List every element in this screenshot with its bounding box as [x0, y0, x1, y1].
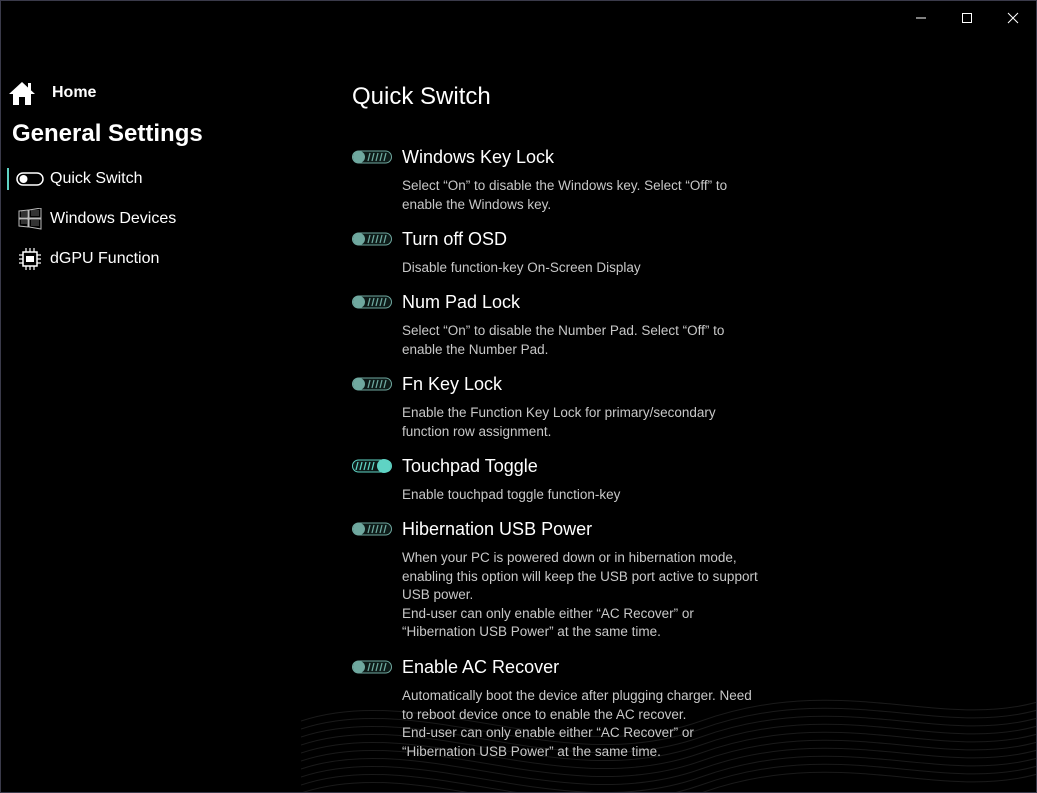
setting-description: Automatically boot the device after plugging charger. Need to reboot device once to enable the AC recover. End-user can only enable either “AC Recover” or “Hibernation USB Power” at the same time.	[402, 688, 752, 759]
setting-description: Enable the Function Key Lock for primary/secondary function row assignment.	[402, 405, 716, 439]
hibernation-usb-power-toggle[interactable]	[352, 522, 392, 536]
windows-key-lock-toggle[interactable]	[352, 150, 392, 164]
page-title: Quick Switch	[352, 83, 491, 110]
fn-key-lock-toggle[interactable]	[352, 377, 392, 391]
toggle-switch-icon	[16, 167, 44, 191]
maximize-icon	[961, 12, 973, 24]
setting-hibernation-usb-power	[352, 517, 772, 642]
setting-label: Fn Key Lock	[402, 373, 503, 394]
close-button[interactable]	[990, 1, 1036, 35]
setting-description: When your PC is powered down or in hibernation mode, enabling this option will keep the USB port active to support USB power. End-user can only enable either “AC Recover” or “Hibernation USB Power” at the same time.	[402, 550, 758, 639]
setting-enable-ac-recover	[352, 655, 772, 761]
setting-fn-key-lock	[352, 372, 772, 441]
home-link[interactable]	[8, 80, 96, 106]
home-icon	[8, 80, 36, 106]
windows-logo-icon	[16, 207, 44, 231]
setting-windows-key-lock	[352, 145, 772, 214]
sidebar	[1, 1, 301, 792]
sidebar-item-windows-devices[interactable]	[7, 204, 297, 234]
home-label: Home	[52, 84, 97, 101]
setting-label: Windows Key Lock	[402, 146, 555, 167]
close-icon	[1007, 12, 1019, 24]
maximize-button[interactable]	[944, 1, 990, 35]
setting-touchpad-toggle	[352, 454, 772, 505]
sidebar-item-label: Windows Devices	[50, 210, 177, 227]
turn-off-osd-toggle[interactable]	[352, 232, 392, 246]
setting-label: Enable AC Recover	[402, 656, 560, 677]
setting-label: Num Pad Lock	[402, 291, 521, 312]
num-pad-lock-toggle[interactable]	[352, 295, 392, 309]
active-indicator	[7, 168, 9, 190]
gpu-chip-icon	[16, 247, 44, 271]
setting-description: Select “On” to disable the Number Pad. Select “Off” to enable the Number Pad.	[402, 323, 725, 357]
main-content	[352, 1, 772, 792]
minimize-icon	[915, 12, 927, 24]
setting-label: Touchpad Toggle	[402, 455, 538, 476]
sidebar-item-quick-switch[interactable]	[7, 164, 297, 194]
setting-description: Enable touchpad toggle function-key	[402, 487, 621, 502]
setting-num-pad-lock	[352, 290, 772, 359]
minimize-button[interactable]	[898, 1, 944, 35]
setting-turn-off-osd	[352, 227, 772, 278]
setting-label: Turn off OSD	[402, 228, 508, 249]
enable-ac-recover-toggle[interactable]	[352, 660, 392, 674]
section-title: General Settings	[12, 120, 203, 147]
setting-label: Hibernation USB Power	[402, 518, 593, 539]
setting-description: Disable function-key On-Screen Display	[402, 260, 641, 275]
setting-description: Select “On” to disable the Windows key. Select “Off” to enable the Windows key.	[402, 178, 728, 212]
title-bar-controls	[898, 1, 1036, 35]
sidebar-item-label: dGPU Function	[50, 250, 160, 267]
sidebar-item-label: Quick Switch	[50, 170, 143, 187]
sidebar-item-dgpu-function[interactable]	[7, 244, 297, 274]
touchpad-toggle-toggle[interactable]	[352, 459, 392, 473]
